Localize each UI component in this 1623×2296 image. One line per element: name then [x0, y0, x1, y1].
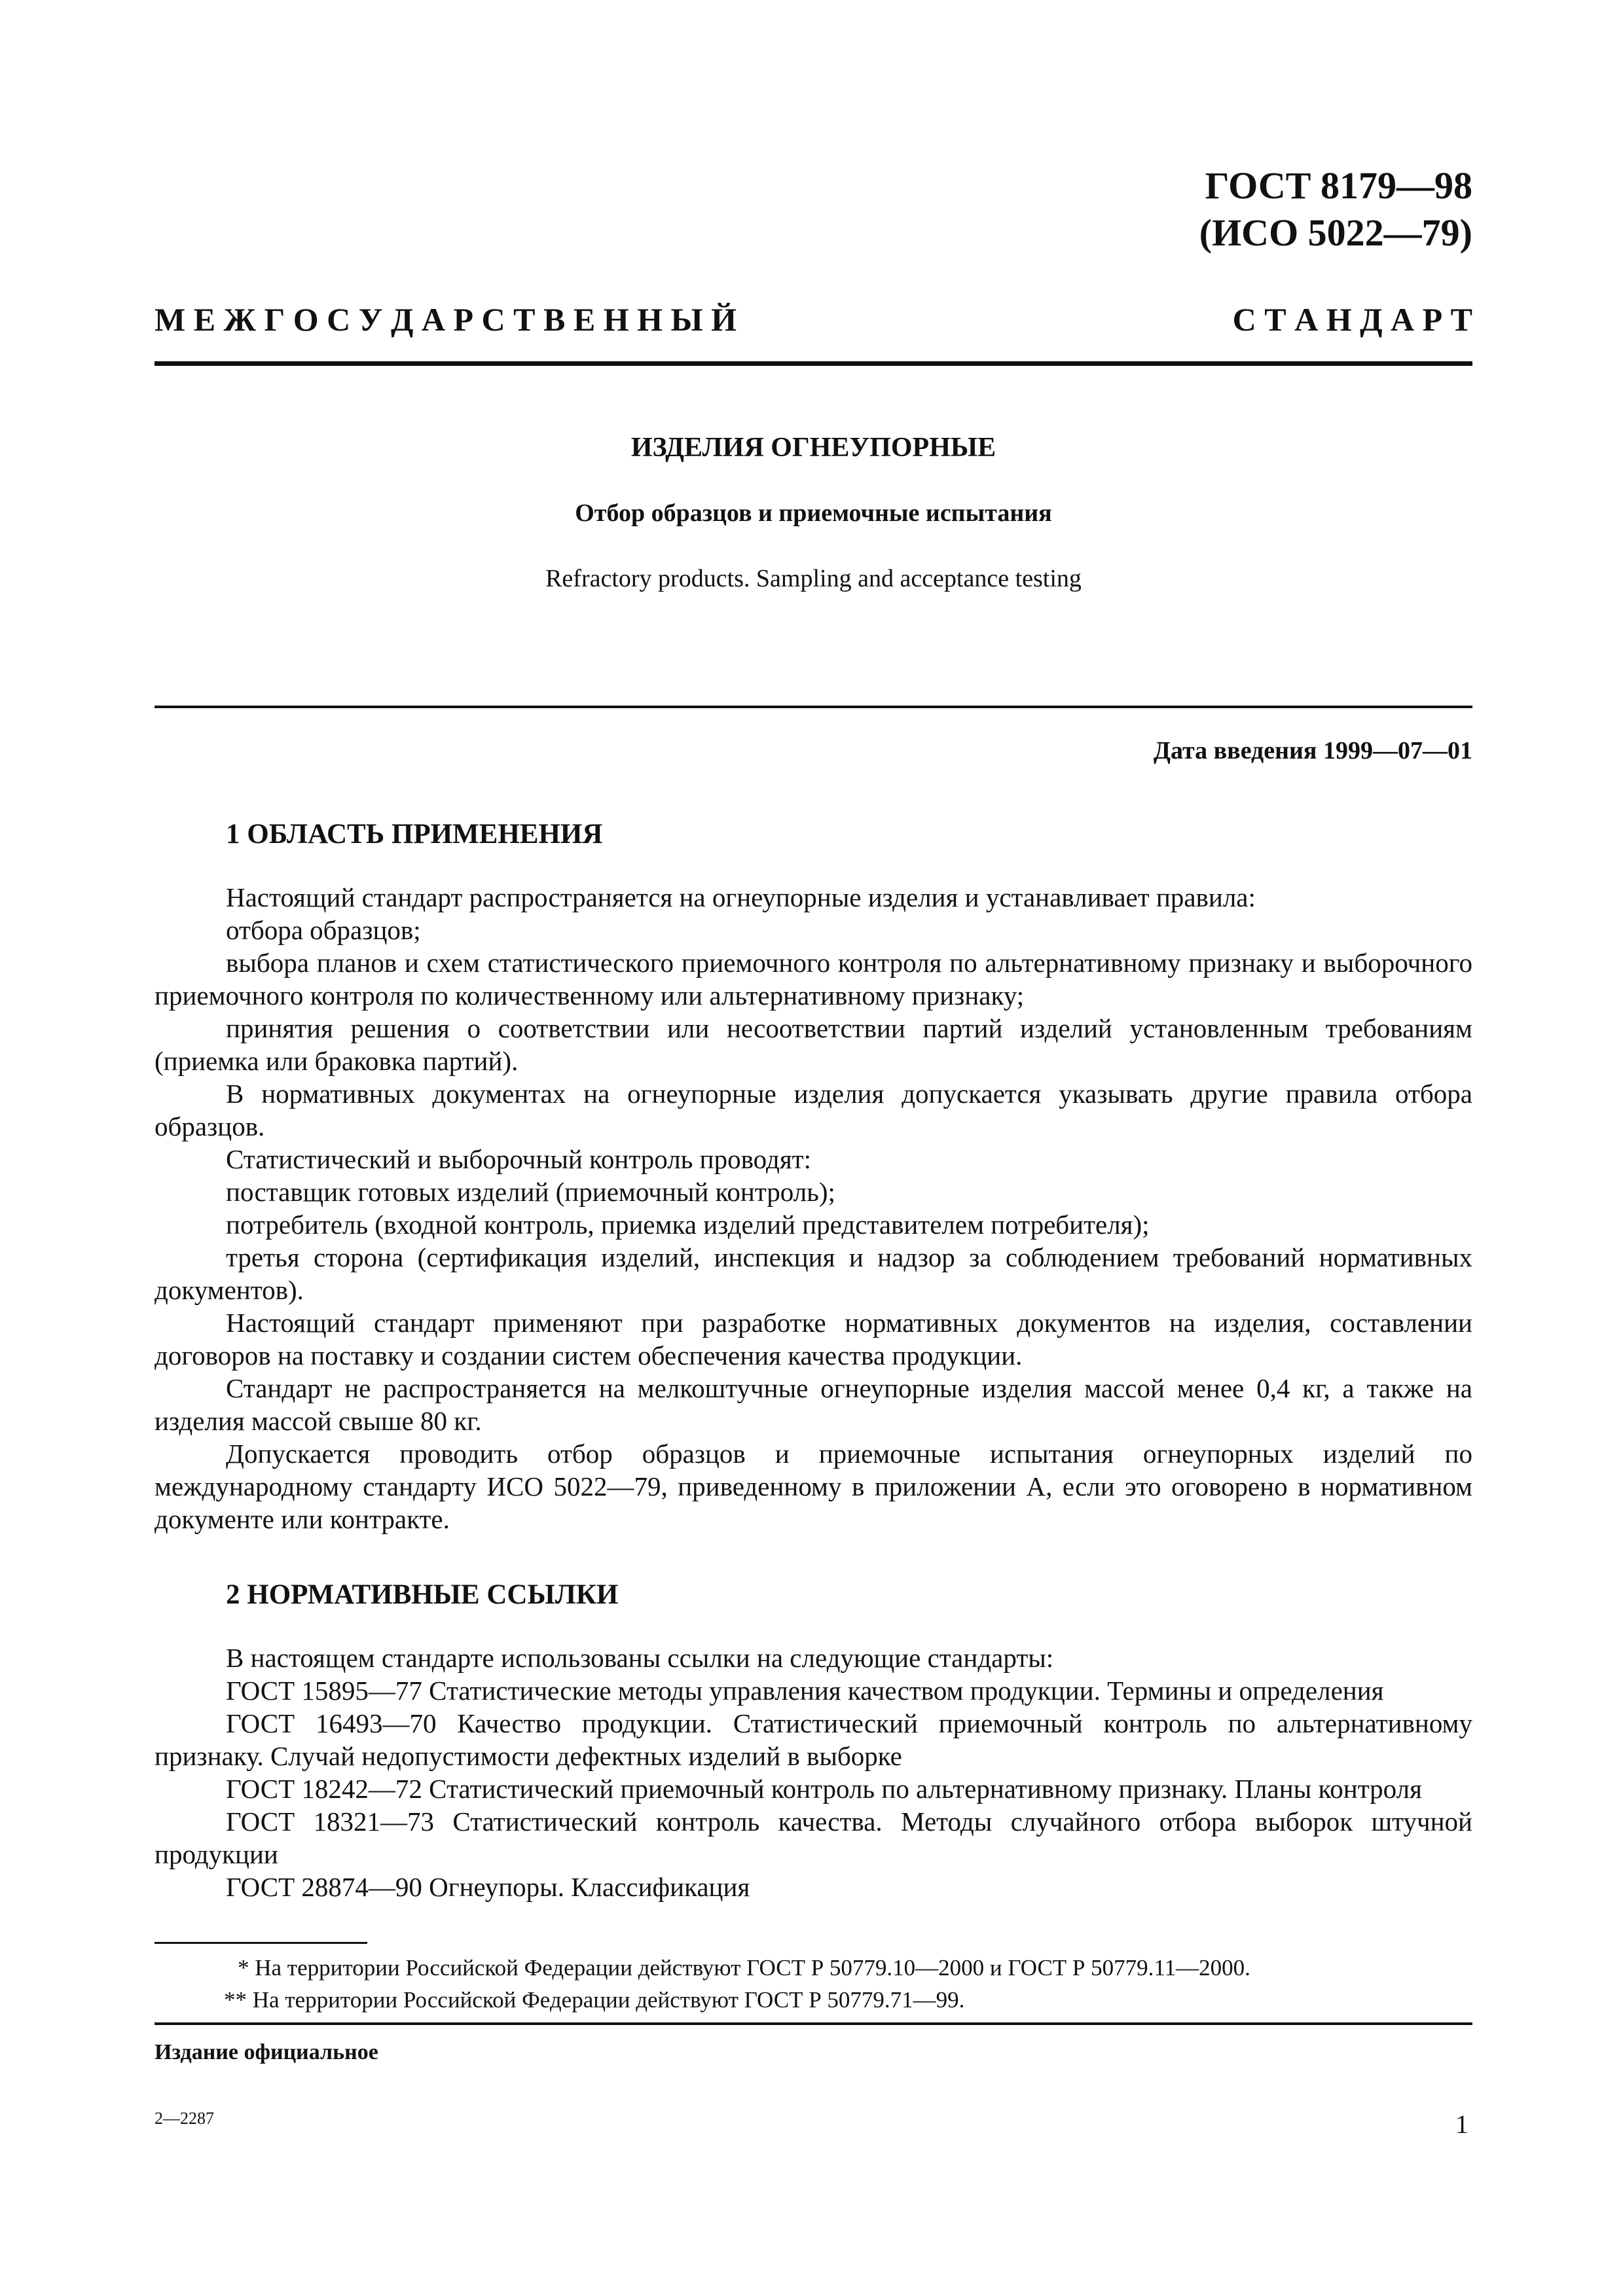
standard-type-line — [155, 300, 1472, 339]
title-divider — [155, 706, 1472, 708]
paragraph: поставщик готовых изделий (приемочный контроль); — [226, 1177, 835, 1207]
english-title: Refractory products. Sampling and acceptance testing — [545, 565, 1082, 592]
footnote: ** На территории Российской Федерации действуют ГОСТ Р 50779.71—99. — [224, 1987, 965, 2013]
paragraph: выбора планов и схем статистического приемочного контроля по альтернативному признаку и выборочного приемочного контроля по количественному или альтернативному признаку; — [155, 948, 1472, 1011]
footnote-divider — [155, 1942, 367, 1944]
document-subtitle: Отбор образцов и приемочные испытания — [575, 499, 1052, 527]
section-2-heading: 2 НОРМАТИВНЫЕ ССЫЛКИ — [226, 1579, 619, 1610]
standard-type-left: М Е Ж Г О С У Д А Р С Т В Е Н Н Ы Й — [155, 301, 737, 338]
reference-item: ГОСТ 15895—77 Статистические методы управления качеством продукции. Термины и определения — [226, 1676, 1384, 1706]
footnote: * На территории Российской Федерации действуют ГОСТ Р 50779.10—2000 и ГОСТ Р 50779.11—2000. — [238, 1955, 1250, 1981]
section-1-body — [155, 881, 1472, 1535]
paragraph: Стандарт не распространяется на мелкоштучные огнеупорные изделия массой менее 0,4 кг, а также на изделия массой свыше 80 кг. — [155, 1373, 1472, 1436]
paragraph: третья сторона (сертификация изделий, инспекция и надзор за соблюдением требований нормативных документов). — [155, 1242, 1472, 1305]
paragraph: Настоящий стандарт распространяется на огнеупорные изделия и устанавливает правила: — [226, 882, 1256, 912]
standard-type-right: С Т А Н Д А Р Т — [1232, 301, 1472, 338]
reference-item: ГОСТ 28874—90 Огнеупоры. Классификация — [226, 1872, 750, 1902]
paragraph: отбора образцов; — [226, 915, 421, 945]
paragraph: Настоящий стандарт применяют при разработке нормативных документов на изделия, составлении договоров на поставку и создании систем обеспечения качества продукции. — [155, 1308, 1472, 1371]
footnotes — [155, 1952, 1472, 2016]
section-1-heading: 1 ОБЛАСТЬ ПРИМЕНЕНИЯ — [226, 819, 603, 850]
reference-item: ГОСТ 16493—70 Качество продукции. Статистический приемочный контроль по альтернативному признаку. Случай недопустимости дефектных изделий в выборке — [155, 1708, 1472, 1771]
iso-number: (ИСО 5022—79) — [1199, 211, 1472, 254]
document-title: ИЗДЕЛИЯ ОГНЕУПОРНЫЕ — [630, 433, 996, 463]
paragraph: Статистический и выборочный контроль проводят: — [226, 1144, 811, 1174]
gost-identifier — [1199, 162, 1472, 257]
reference-item: ГОСТ 18321—73 Статистический контроль качества. Методы случайного отбора выборок штучной продукции — [155, 1806, 1472, 1869]
print-code: 2—2287 — [155, 2109, 214, 2128]
paragraph: Допускается проводить отбор образцов и приемочные испытания огнеупорных изделий по международному стандарту ИСО 5022—79, приведенному в приложении А, если это оговорено в нормативном документе или контракте. — [155, 1439, 1472, 1534]
paragraph: принятия решения о соответствии или несоответствии партий изделий установленным требованиям (приемка или браковка партий). — [155, 1013, 1472, 1076]
paragraph: В нормативных документах на огнеупорные изделия допускается указывать другие правила отбора образцов. — [155, 1079, 1472, 1141]
header-divider — [155, 361, 1472, 366]
paragraph: потребитель (входной контроль, приемка изделий представителем потребителя); — [226, 1210, 1150, 1240]
edition-label: Издание официальное — [155, 2040, 378, 2064]
gost-number: ГОСТ 8179—98 — [1205, 164, 1472, 207]
paragraph: В настоящем стандарте использованы ссылки на следующие стандарты: — [226, 1643, 1054, 1673]
introduction-date: Дата введения 1999—07—01 — [1153, 737, 1472, 764]
page-number: 1 — [1455, 2109, 1468, 2139]
section-2-body — [155, 1641, 1472, 1903]
reference-item: ГОСТ 18242—72 Статистический приемочный контроль по альтернативному признаку. Планы контроля — [226, 1774, 1422, 1804]
footer-divider — [155, 2022, 1472, 2025]
